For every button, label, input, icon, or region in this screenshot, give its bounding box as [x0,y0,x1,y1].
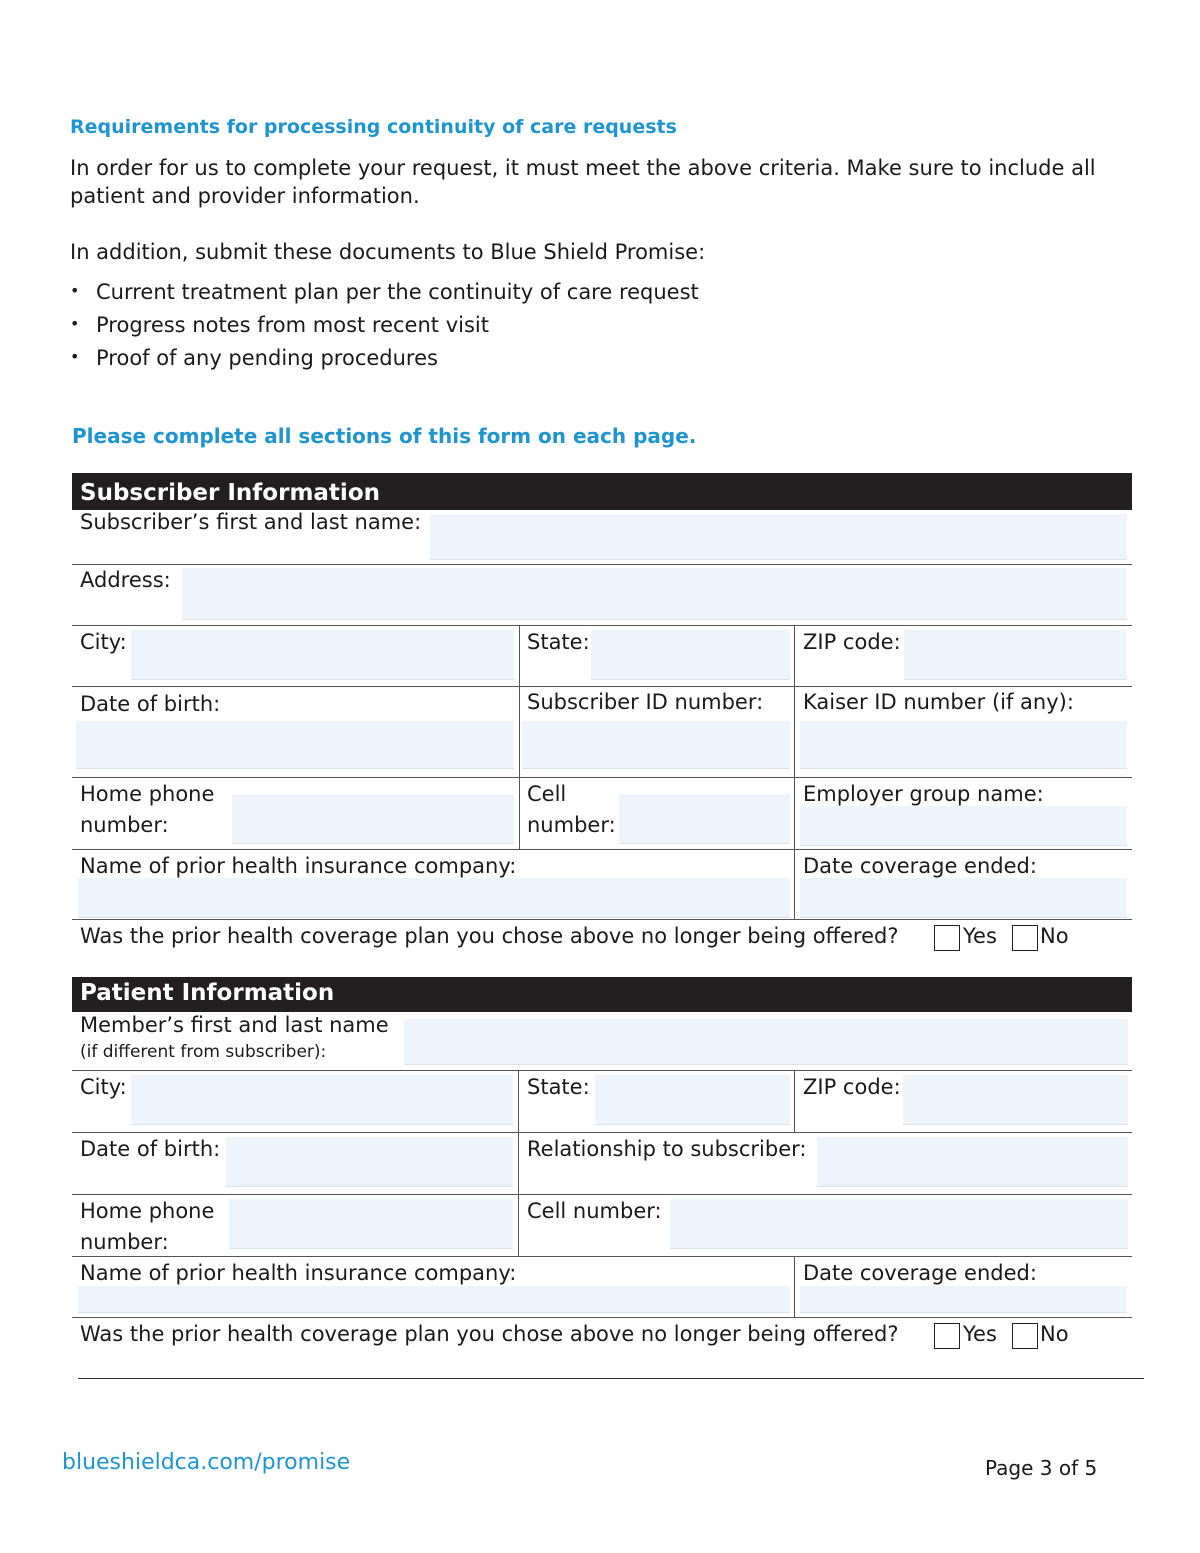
subscriber-prior-company-input[interactable] [78,878,790,918]
column-divider [518,1071,519,1256]
subscriber-name-input[interactable] [430,514,1127,560]
subscriber-state-label: State: [527,630,590,654]
documents-list [70,276,1130,375]
patient-prior-company-label: Name of prior health insurance company: [80,1261,517,1285]
divider [72,777,1132,778]
subscriber-section-title: Subscriber Information [72,473,1132,510]
divider [72,1317,1132,1318]
subscriber-yes-checkbox[interactable] [934,925,960,951]
subscriber-zip-input[interactable] [904,630,1127,680]
subscriber-no-checkbox[interactable] [1012,925,1038,951]
column-divider [794,1071,795,1132]
patient-zip-label: ZIP code: [803,1075,901,1099]
patient-coverage-ended-label: Date coverage ended: [803,1261,1037,1285]
patient-home-phone-input[interactable] [229,1199,513,1249]
member-name-label: Member’s first and last name [80,1013,389,1037]
column-divider [519,626,520,849]
patient-section-title: Patient Information [72,977,1132,1012]
patient-coverage-ended-input[interactable] [800,1286,1127,1313]
subscriber-coverage-ended-input[interactable] [800,878,1127,918]
subscriber-id-input[interactable] [522,721,790,769]
kaiser-id-input[interactable] [800,721,1127,769]
subscriber-question: Was the prior health coverage plan you chose above no longer being offered? [80,924,899,948]
subscriber-dob-label: Date of birth: [80,692,221,716]
divider [72,1194,1132,1195]
subscriber-home-phone-label: Home phone [80,782,215,806]
form-instruction: Please complete all sections of this form on each page. [72,424,697,448]
relationship-input[interactable] [817,1137,1128,1187]
list-item: • Progress notes from most recent visit [70,309,1130,342]
subscriber-prior-company-label: Name of prior health insurance company: [80,854,517,878]
divider [72,625,1132,626]
page-number: Page 3 of 5 [985,1456,1098,1480]
patient-home-phone-label: Home phone [80,1199,215,1223]
subscriber-cell-label: Cell [527,782,567,806]
subscriber-address-label: Address: [80,568,171,592]
subscriber-cell-input[interactable] [619,794,790,844]
patient-state-label: State: [527,1075,590,1099]
subscriber-zip-label: ZIP code: [803,630,901,654]
patient-dob-input[interactable] [226,1137,513,1187]
divider [72,1070,1132,1071]
divider [72,564,1132,565]
patient-no-label: No [1040,1322,1069,1346]
subscriber-city-input[interactable] [131,630,514,680]
divider [72,849,1132,850]
patient-yes-label: Yes [963,1322,997,1346]
list-item: • Proof of any pending procedures [70,342,1130,375]
divider [72,1132,1132,1133]
list-item: • Current treatment plan per the continuity of care request [70,276,1130,309]
patient-yes-checkbox[interactable] [934,1323,960,1349]
patient-no-checkbox[interactable] [1012,1323,1038,1349]
documents-intro: In addition, submit these documents to Blue Shield Promise: [70,240,706,264]
subscriber-city-label: City: [80,630,127,654]
kaiser-id-label: Kaiser ID number (if any): [803,690,1074,714]
patient-state-input[interactable] [595,1075,790,1125]
divider [72,1256,1132,1257]
subscriber-yes-label: Yes [963,924,997,948]
relationship-label: Relationship to subscriber: [527,1137,807,1161]
employer-input[interactable] [800,806,1127,846]
divider [72,919,1132,920]
subscriber-name-label: Subscriber’s first and last name: [80,510,422,534]
subscriber-home-phone-label-2: number: [80,813,169,837]
patient-cell-input[interactable] [670,1199,1128,1249]
patient-question: Was the prior health coverage plan you chose above no longer being offered? [80,1322,899,1346]
requirements-heading: Requirements for processing continuity of care requests [70,116,677,138]
patient-city-input[interactable] [131,1075,513,1125]
subscriber-cell-label-2: number: [527,813,616,837]
subscriber-id-label: Subscriber ID number: [527,690,764,714]
column-divider [794,626,795,919]
patient-zip-input[interactable] [903,1075,1128,1125]
subscriber-no-label: No [1040,924,1069,948]
patient-dob-label: Date of birth: [80,1137,221,1161]
requirements-paragraph: In order for us to complete your request, it must meet the above criteria. Make sure to include all patient and provider information. [70,156,1096,208]
subscriber-address-input[interactable] [182,568,1127,620]
footer-url-link[interactable]: blueshieldca.com/promise [62,1450,351,1475]
subscriber-home-phone-input[interactable] [232,794,514,844]
patient-prior-company-input[interactable] [78,1286,790,1313]
subscriber-dob-input[interactable] [76,721,514,769]
patient-home-phone-label-2: number: [80,1230,169,1254]
column-divider [794,1257,795,1317]
patient-cell-label: Cell number: [527,1199,662,1223]
patient-city-label: City: [80,1075,127,1099]
bottom-rule [78,1378,1144,1379]
employer-label: Employer group name: [803,782,1044,806]
member-name-sublabel: (if different from subscriber): [80,1042,327,1062]
subscriber-coverage-ended-label: Date coverage ended: [803,854,1037,878]
member-name-input[interactable] [404,1019,1128,1065]
subscriber-state-input[interactable] [591,630,790,680]
